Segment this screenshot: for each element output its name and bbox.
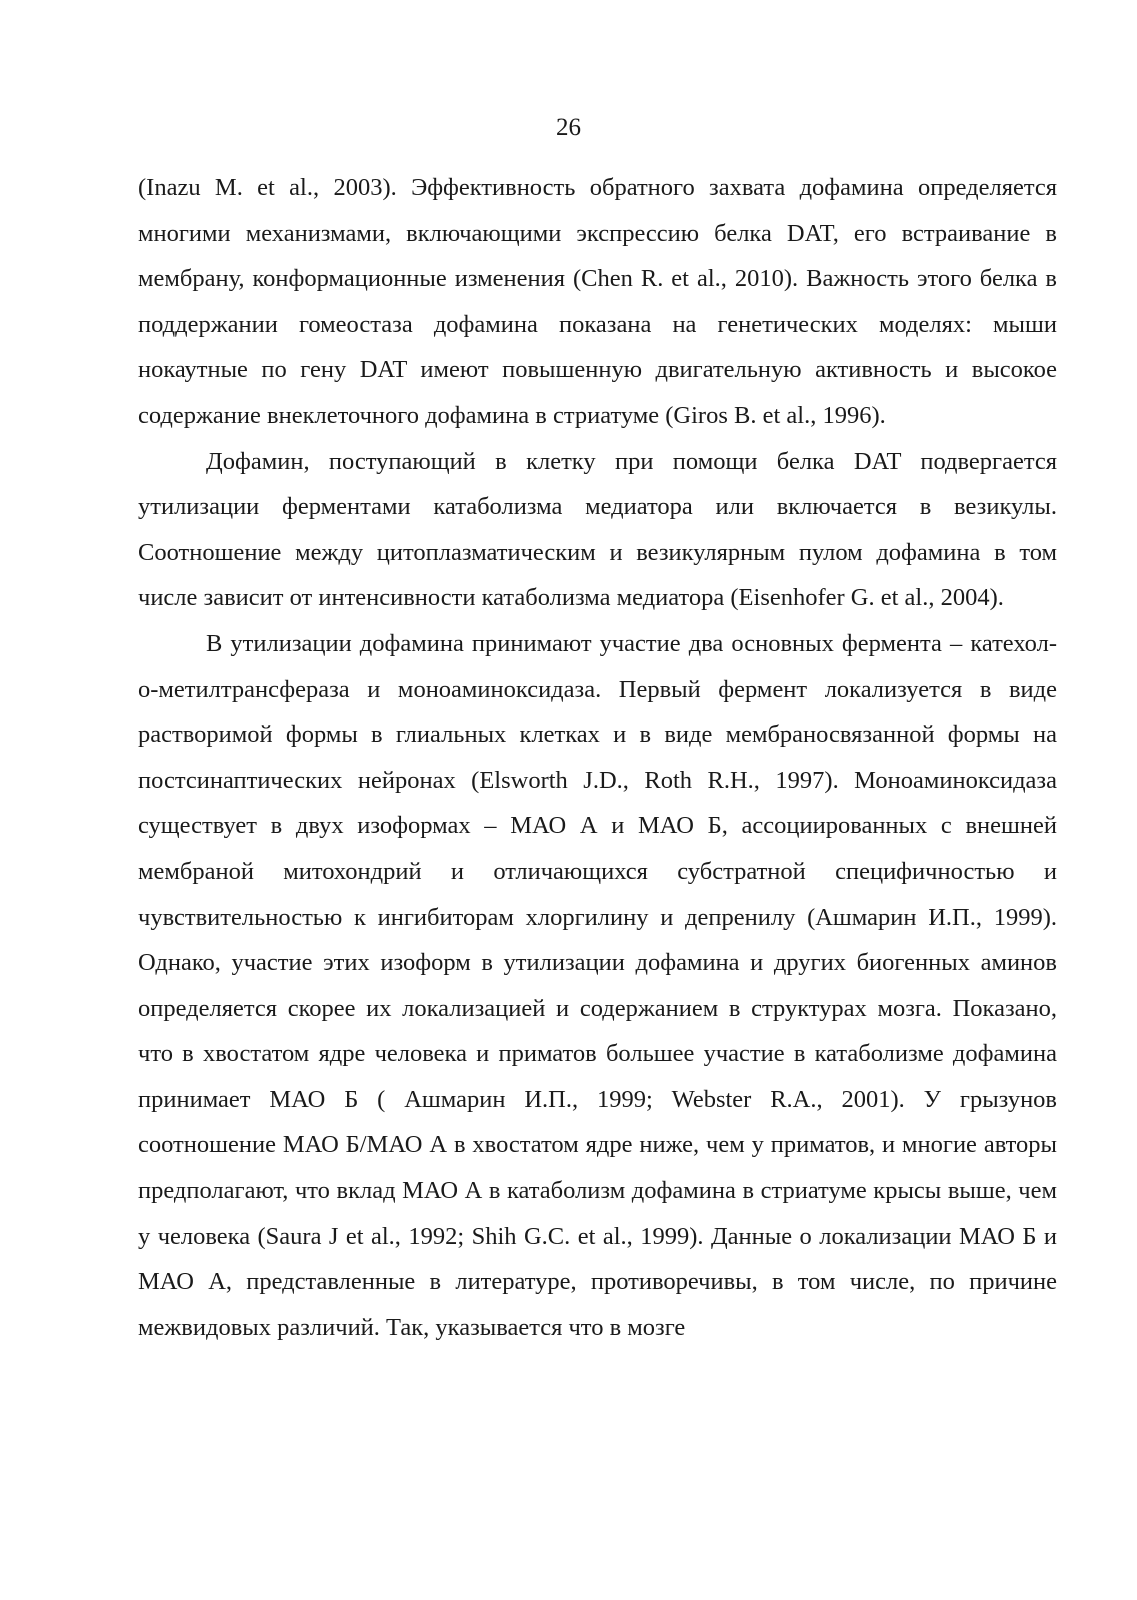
paragraph-3: В утилизации дофамина принимают участие два основных фермента – катехол-о-метилтрансфераза и моноаминоксидаза. Первый фермент локализуется в виде растворимой формы в глиальных клетках и в виде мембраносвязанной формы на постсинаптических нейронах (Elsworth J.D., Roth R.H., 1997). Моноаминоксидаза существует в двух изоформах – МАО А и МАО Б, ассоциированных с внешней мембраной митохондрий и отличающихся субстратной специфичностью и чувствительностью к ингибиторам хлоргилину и депренилу (Ашмарин И.П., 1999). Однако, участие этих изоформ в утилизации дофамина и других биогенных аминов определяется скорее их локализацией и содержанием в структурах мозга. Показано, что в хвостатом ядре человека и приматов большее участие в катаболизме дофамина принимает МАО Б ( Ашмарин И.П., 1999; Webster R.A., 2001). У грызунов соотношение МАО Б/МАО А в хвостатом ядре ниже, чем у приматов, и многие авторы предполагают, что вклад МАО А в катаболизм дофамина в стриатуме крысы выше, чем у человека (Saura J et al., 1992; Shih G.C. et al., 1999). Данные о локализации МАО Б и МАО А, представленные в литературе, противоречивы, в том числе, по причине межвидовых различий. Так, указывается что в мозге <box>138 629 1057 1341</box>
paragraph-1: (Inazu M. et al., 2003). Эффективность обратного захвата дофамина определяется многими механизмами, включающими экспрессию белка DAT, его встраивание в мембрану, конформационные изменения (Chen R. et al., 2010). Важность этого белка в поддержании гомеостаза дофамина показана на генетических моделях: мыши нокаутные по гену DAT имеют повышенную двигательную активность и высокое содержание внеклеточного дофамина в стриатуме (Giros B. et al., 1996). <box>138 174 1057 429</box>
body-text <box>138 165 1057 1350</box>
paragraph-2: Дофамин, поступающий в клетку при помощи белка DAT подвергается утилизации ферментами катаболизма медиатора или включается в везикулы. Соотношение между цитоплазматическим и везикулярным пулом дофамина в том числе зависит от интенсивности катаболизма медиатора (Eisenhofer G. et al., 2004). <box>138 447 1057 612</box>
page-number: 26 <box>556 114 581 141</box>
